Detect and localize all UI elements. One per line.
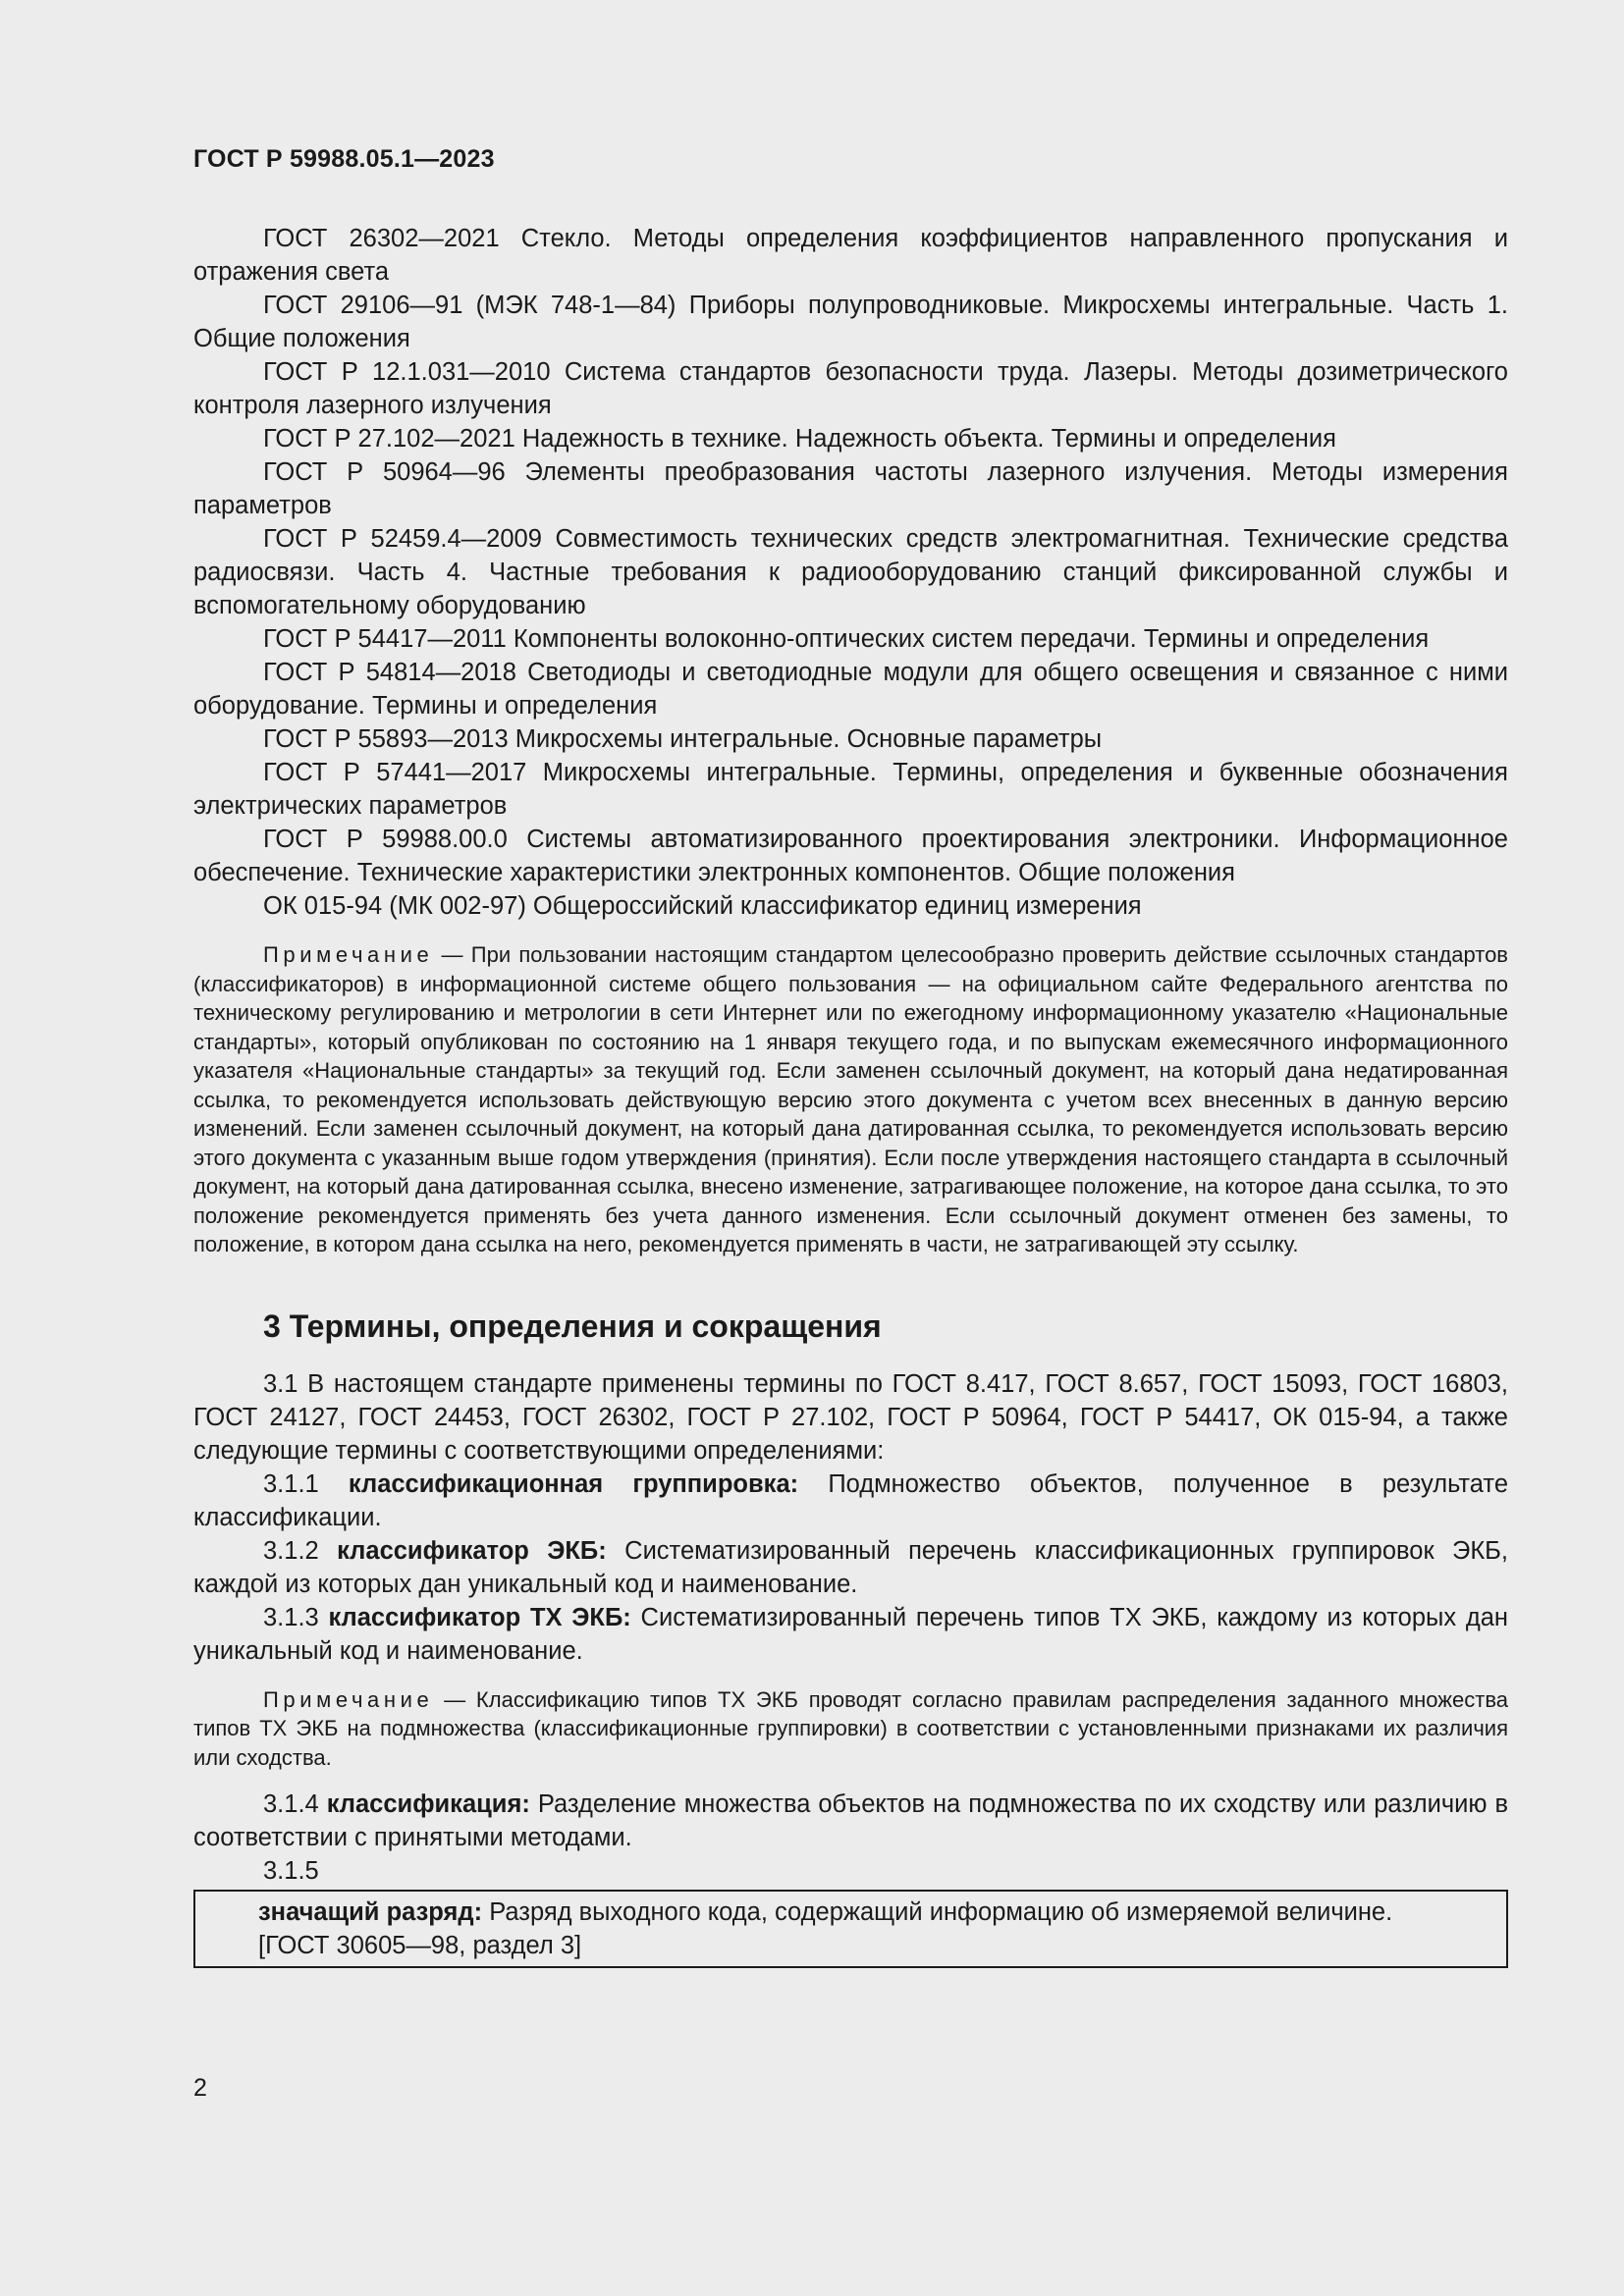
reference-item: ГОСТ 29106—91 (МЭК 748-1—84) Приборы полупроводниковые. Микросхемы интегральные. Часть 1. Общие положения (193, 292, 1508, 352)
term-name: классификация: (326, 1790, 530, 1818)
normative-references (193, 222, 1508, 923)
framed-term-box (193, 1890, 1508, 1968)
term-definition: Разделение множества объектов на подмножества по их сходству или различию в соответствии с принятыми методами. (193, 1790, 1508, 1851)
term-entry (193, 1534, 1508, 1601)
term-name: значащий разряд: (258, 1898, 483, 1926)
reference-item: ГОСТ Р 50964—96 Элементы преобразования частоты лазерного излучения. Методы измерения параметров (193, 458, 1508, 519)
term-definition: Систематизированный перечень типов ТХ ЭКБ, каждому из которых дан уникальный код и наименование. (193, 1603, 1508, 1665)
section-heading: 3 Термины, определения и сокращения (263, 1308, 882, 1344)
reference-item: ГОСТ 26302—2021 Стекло. Методы определения коэффициентов направленного пропускания и отражения света (193, 225, 1508, 286)
reference-item: ГОСТ Р 52459.4—2009 Совместимость технических средств электромагнитная. Технические средства радиосвязи. Часть 4. Частные требования к радиооборудованию станций фиксированной службы и вспомогательному оборудованию (193, 525, 1508, 619)
term-name: классификационная группировка: (348, 1469, 799, 1498)
reference-item: ГОСТ Р 54814—2018 Светодиоды и светодиодные модули для общего освещения и связанное с ними оборудование. Термины и определения (193, 659, 1508, 720)
term-number: 3.1.3 (263, 1603, 319, 1631)
term-definition: Систематизированный перечень классификационных группировок ЭКБ, каждой из которых дан уникальный код и наименование. (193, 1536, 1508, 1598)
term-number: 3.1.2 (263, 1536, 319, 1565)
term-name: классификатор ЭКБ: (337, 1536, 607, 1565)
reference-item: ГОСТ Р 55893—2013 Микросхемы интегральные. Основные параметры (263, 725, 1103, 753)
reference-item: ГОСТ Р 12.1.031—2010 Система стандартов безопасности труда. Лазеры. Методы дозиметрического контроля лазерного излучения (193, 358, 1508, 419)
term-number-line: 3.1.5 (263, 1857, 319, 1885)
term-entry (193, 1788, 1508, 1854)
note-label: Примечание (263, 942, 434, 967)
term-definition: Разряд выходного кода, содержащий информацию об измеряемой величине. (482, 1898, 1393, 1926)
document-header: ГОСТ Р 59988.05.1—2023 (193, 145, 495, 173)
reference-item: ГОСТ Р 27.102—2021 Надежность в технике. Надежность объекта. Термины и определения (263, 425, 1336, 453)
term-number: 3.1.4 (263, 1790, 319, 1818)
term-source: [ГОСТ 30605—98, раздел 3] (258, 1932, 582, 1959)
references-note (193, 940, 1508, 1259)
term-definition: Подмножество объектов, полученное в результате классификации. (193, 1469, 1509, 1531)
note-text: — При пользовании настоящим стандартом целесообразно проверить действие ссылочных стандартов (классификаторов) в информационной системе общего пользования — на официальном сайте Федерального агентства по техническому регулированию и метрологии в сети Интернет или по ежегодному информационному указателю «Национальные стандарты», который опубликован по состоянию на 1 января текущего года, и по выпускам ежемесячного информационного указателя «Национальные стандарты» за текущий год. Если заменен ссылочный документ, на который дана недатированная ссылка, то рекомендуется использовать действующую версию этого документа с учетом всех внесенных в данную версию изменений. Если заменен ссылочный документ, на который дана датированная ссылка, то рекомендуется использовать версию этого документа с указанным выше годом утверждения (принятия). Если после утверждения настоящего стандарта в ссылочный документ, на который дана датированная ссылка, внесено изменение, затрагивающее положение, на которое дана ссылка, то это положение рекомендуется применять без учета данного изменения. Если ссылочный документ отменен без замены, то положение, в котором дана ссылка на него, рекомендуется применять в части, не затрагивающей эту ссылку. (193, 942, 1508, 1256)
note-text: — Классификацию типов ТХ ЭКБ проводят согласно правилам распределения заданного множества типов ТХ ЭКБ на подмножества (классификационные группировки) в соответствии с установленными признаками их различия или сходства. (193, 1686, 1508, 1770)
terms-note (193, 1685, 1508, 1773)
note-label: Примечание (263, 1686, 434, 1712)
term-name: классификатор ТХ ЭКБ: (328, 1603, 631, 1631)
reference-item: ГОСТ Р 57441—2017 Микросхемы интегральные. Термины, определения и буквенные обозначения электрических параметров (193, 759, 1508, 820)
terms-intro: 3.1 В настоящем стандарте применены термины по ГОСТ 8.417, ГОСТ 8.657, ГОСТ 15093, ГОСТ 16803, ГОСТ 24127, ГОСТ 24453, ГОСТ 26302, ГОСТ Р 27.102, ГОСТ Р 50964, ГОСТ Р 54417, ОК 015-94, а также следующие термины с соответствующими определениями: (193, 1369, 1508, 1465)
term-entry (193, 1601, 1508, 1668)
term-number: 3.1.1 (263, 1469, 319, 1498)
term-entry (193, 1468, 1508, 1534)
page-number: 2 (193, 2074, 207, 2102)
reference-item: ГОСТ Р 59988.00.0 Системы автоматизированного проектирования электроники. Информационное обеспечение. Технические характеристики электронных компонентов. Общие положения (193, 826, 1508, 886)
page-content (193, 222, 1508, 1968)
reference-item: ОК 015-94 (МК 002-97) Общероссийский классификатор единиц измерения (263, 892, 1142, 920)
reference-item: ГОСТ Р 54417—2011 Компоненты волоконно-оптических систем передачи. Термины и определения (263, 625, 1430, 653)
